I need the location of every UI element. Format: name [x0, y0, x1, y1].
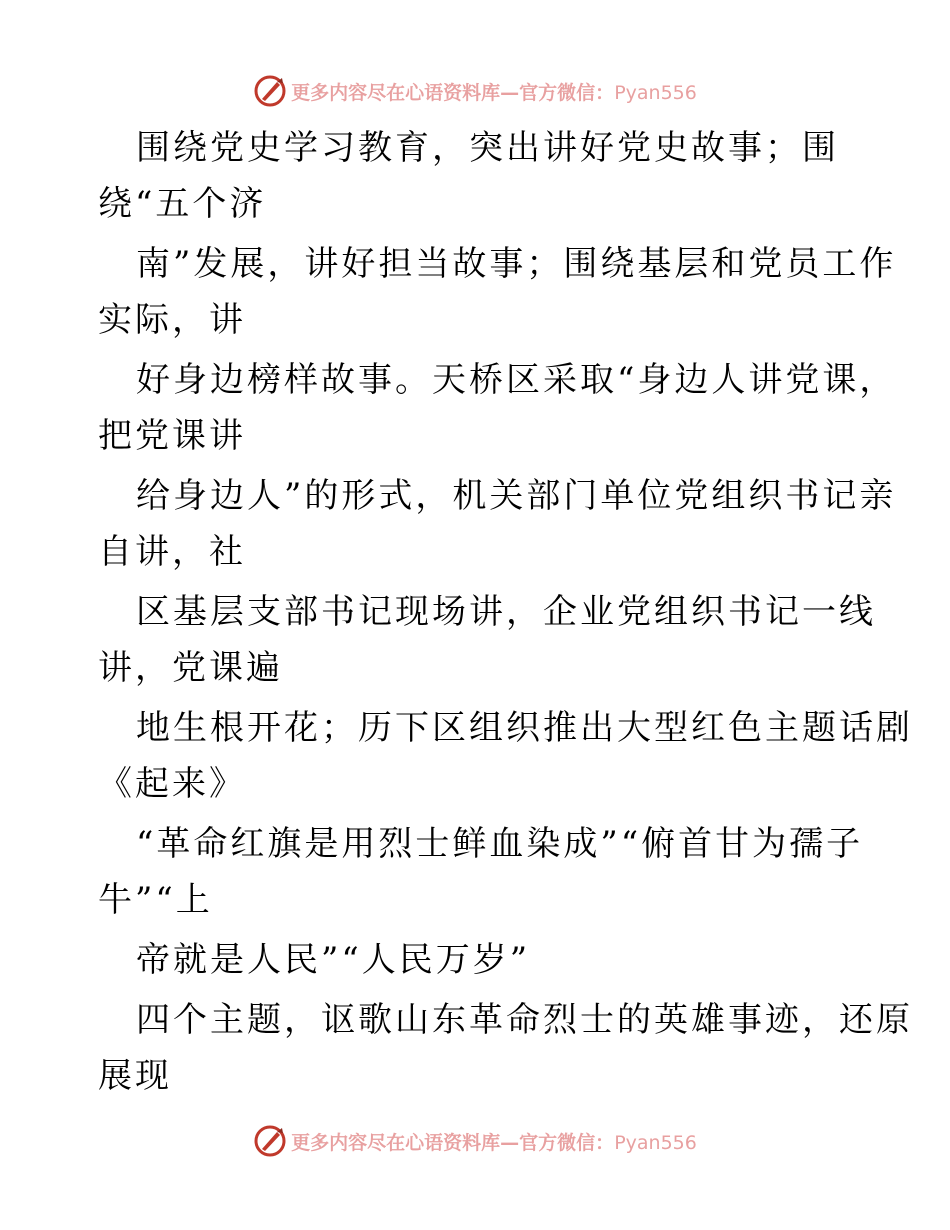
text-line: 讲，党课遍: [98, 648, 283, 688]
text-line: 好身边榜样故事。天桥区采取“身边人讲党课，: [136, 360, 897, 400]
text-line: 地生根开花；历下区组织推出大型红色主题话剧: [136, 708, 913, 748]
text-line: 实际，讲: [98, 300, 246, 340]
text-line: 展现: [98, 1056, 172, 1096]
text-line: 南”发展，讲好担当故事；围绕基层和党员工作: [136, 244, 897, 284]
text-line: 四个主题，讴歌山东革命烈士的英雄事迹，还原: [136, 1000, 913, 1040]
watermark-text: 更多内容尽在心语资料库—官方微信：Pyan556: [291, 81, 697, 104]
text-line: 帝就是人民”“人民万岁”: [136, 940, 531, 980]
footer-watermark: [0, 1121, 950, 1161]
text-line: “革命红旗是用烈士鲜血染成”“俯首甘为孺子: [136, 824, 864, 864]
text-line: 把党课讲: [98, 416, 246, 456]
text-line: 自讲，社: [98, 532, 246, 572]
text-line: 围绕党史学习教育，突出讲好党史故事；围: [136, 128, 839, 168]
watermark-text: 更多内容尽在心语资料库—官方微信：Pyan556: [291, 1131, 697, 1154]
text-line: 牛”“上: [98, 880, 213, 920]
text-line: 《起来》: [98, 764, 246, 804]
text-line: 区基层支部书记现场讲，企业党组织书记一线: [136, 592, 876, 632]
header-watermark: [0, 71, 950, 111]
text-line: 绕“五个济: [98, 184, 267, 224]
quill-logo-icon: [253, 1124, 287, 1158]
text-line: 给身边人”的形式，机关部门单位党组织书记亲: [136, 476, 897, 516]
quill-logo-icon: [253, 74, 287, 108]
